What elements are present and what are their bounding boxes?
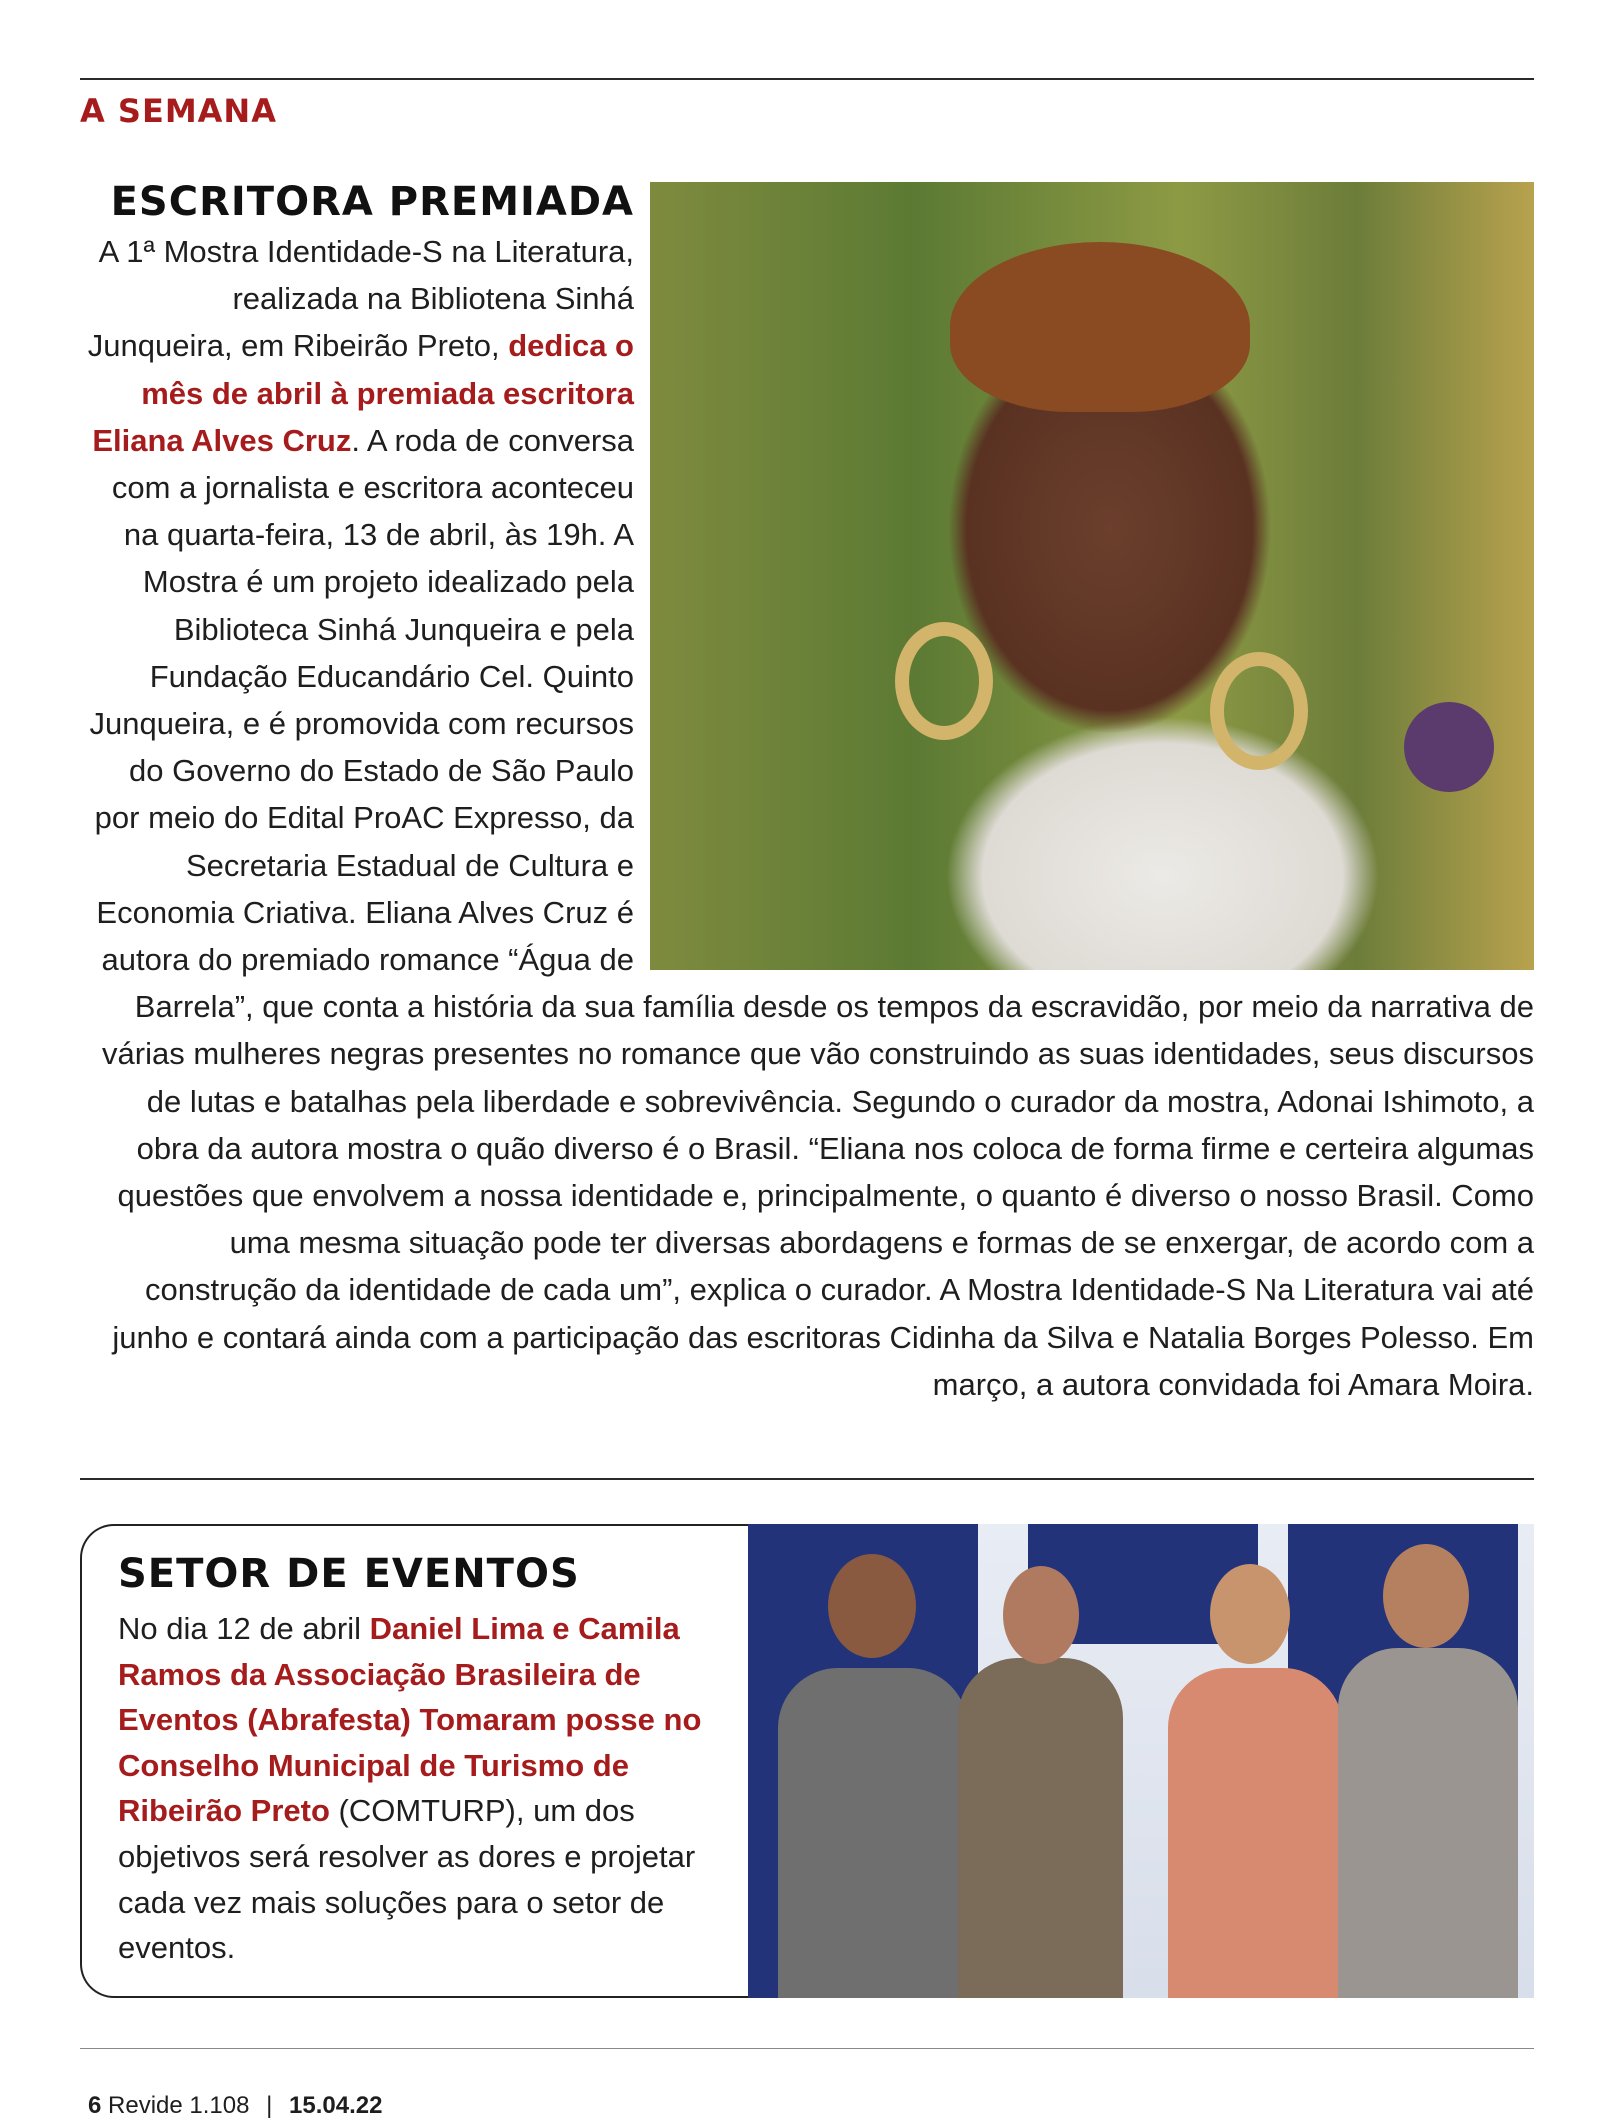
middle-rule xyxy=(80,1478,1534,1480)
section-label: A SEMANA xyxy=(80,92,277,130)
events-body xyxy=(118,1606,750,1971)
photo-person-4 xyxy=(1338,1648,1518,1998)
photo-person-2 xyxy=(958,1658,1123,1998)
publication-issue: Revide 1.108 xyxy=(108,2092,250,2119)
photo-flower-shape xyxy=(1404,702,1494,792)
events-group-photo xyxy=(748,1524,1534,1998)
photo-person-3 xyxy=(1168,1668,1343,1998)
events-intro: No dia 12 de abril xyxy=(118,1611,370,1646)
photo-head-2 xyxy=(1003,1566,1079,1664)
article-highlight: dedica o mês de abril à premiada escritora Eliana Alves Cruz xyxy=(92,328,634,458)
photo-person-1 xyxy=(778,1668,968,1998)
issue-date: 15.04.22 xyxy=(289,2092,383,2119)
footer xyxy=(88,2092,382,2120)
events-title: SETOR DE EVENTOS xyxy=(118,1551,580,1597)
events-text xyxy=(118,1548,750,1971)
photo-earring-left xyxy=(895,622,993,740)
article-escritora-premiada xyxy=(80,176,1534,1408)
photo-hair-shape xyxy=(950,242,1250,412)
article-title: ESCRITORA PREMIADA xyxy=(110,179,634,225)
article-body-text: . A roda de conversa com a jornalista e escritora aconteceu na quarta-feira, 13 de abril, às 19h. A Mostra é um projeto idealizado pela Biblioteca Sinhá Junqueira e pela Fundação Educandário Cel. Quinto Junqueira, e é promovida com recursos do Governo do Estado de São Paulo por meio do Edital ProAC Expresso, da Secretaria Estadual de Cultura e Economia Criativa. Eliana Alves Cruz é autora do premiado romance “Água de Barrela”, que conta a história da sua família desde os tempos da escravidão, por meio da narrativa de várias mulheres negras presentes no romance que vão construindo as suas identidades, seus discursos de lutas e batalhas pela liberdade e sobrevivência. Segundo o curador da mostra, Adonai Ishimoto, a obra da autora mostra o quão diverso é o Brasil. “Eliana nos coloca de forma firme e certeira algumas questões que envolvem a nossa identidade e, principalmente, o quanto é diverso o nosso Brasil. Como uma mesma situação pode ter diversas abordagens e formas de se enxergar, de acordo com a construção da identidade de cada um”, explica o curador. A Mostra Identidade-S Na Literatura vai até junho e contará ainda com a participação das escritoras Cidinha da Silva e Natalia Borges Polesso. Em março, a autora convidada foi Amara Moira. xyxy=(89,422,1534,1402)
footer-separator: | xyxy=(266,2092,273,2119)
photo-earring-right xyxy=(1210,652,1308,770)
footer-rule xyxy=(80,2048,1534,2049)
article-intro: A 1ª Mostra Identidade-S na Literatura, realizada na Bibliotena Sinhá Junqueira, em Ribeirão Preto, xyxy=(87,234,634,364)
photo-head-3 xyxy=(1210,1564,1290,1664)
top-rule xyxy=(80,78,1534,80)
page-number: 6 xyxy=(88,2092,102,2119)
photo-head-4 xyxy=(1383,1544,1469,1648)
events-highlight: Daniel Lima e Camila Ramos da Associação Brasileira de Eventos (Abrafesta) Tomaram posse no Conselho Municipal de Turismo de Ribeirão Preto xyxy=(118,1611,702,1829)
events-body-text: (COMTURP), um dos objetivos será resolver as dores e projetar cada vez mais soluções para o setor de eventos. xyxy=(118,1793,696,1966)
photo-head-1 xyxy=(828,1554,916,1658)
author-photo xyxy=(650,182,1534,970)
